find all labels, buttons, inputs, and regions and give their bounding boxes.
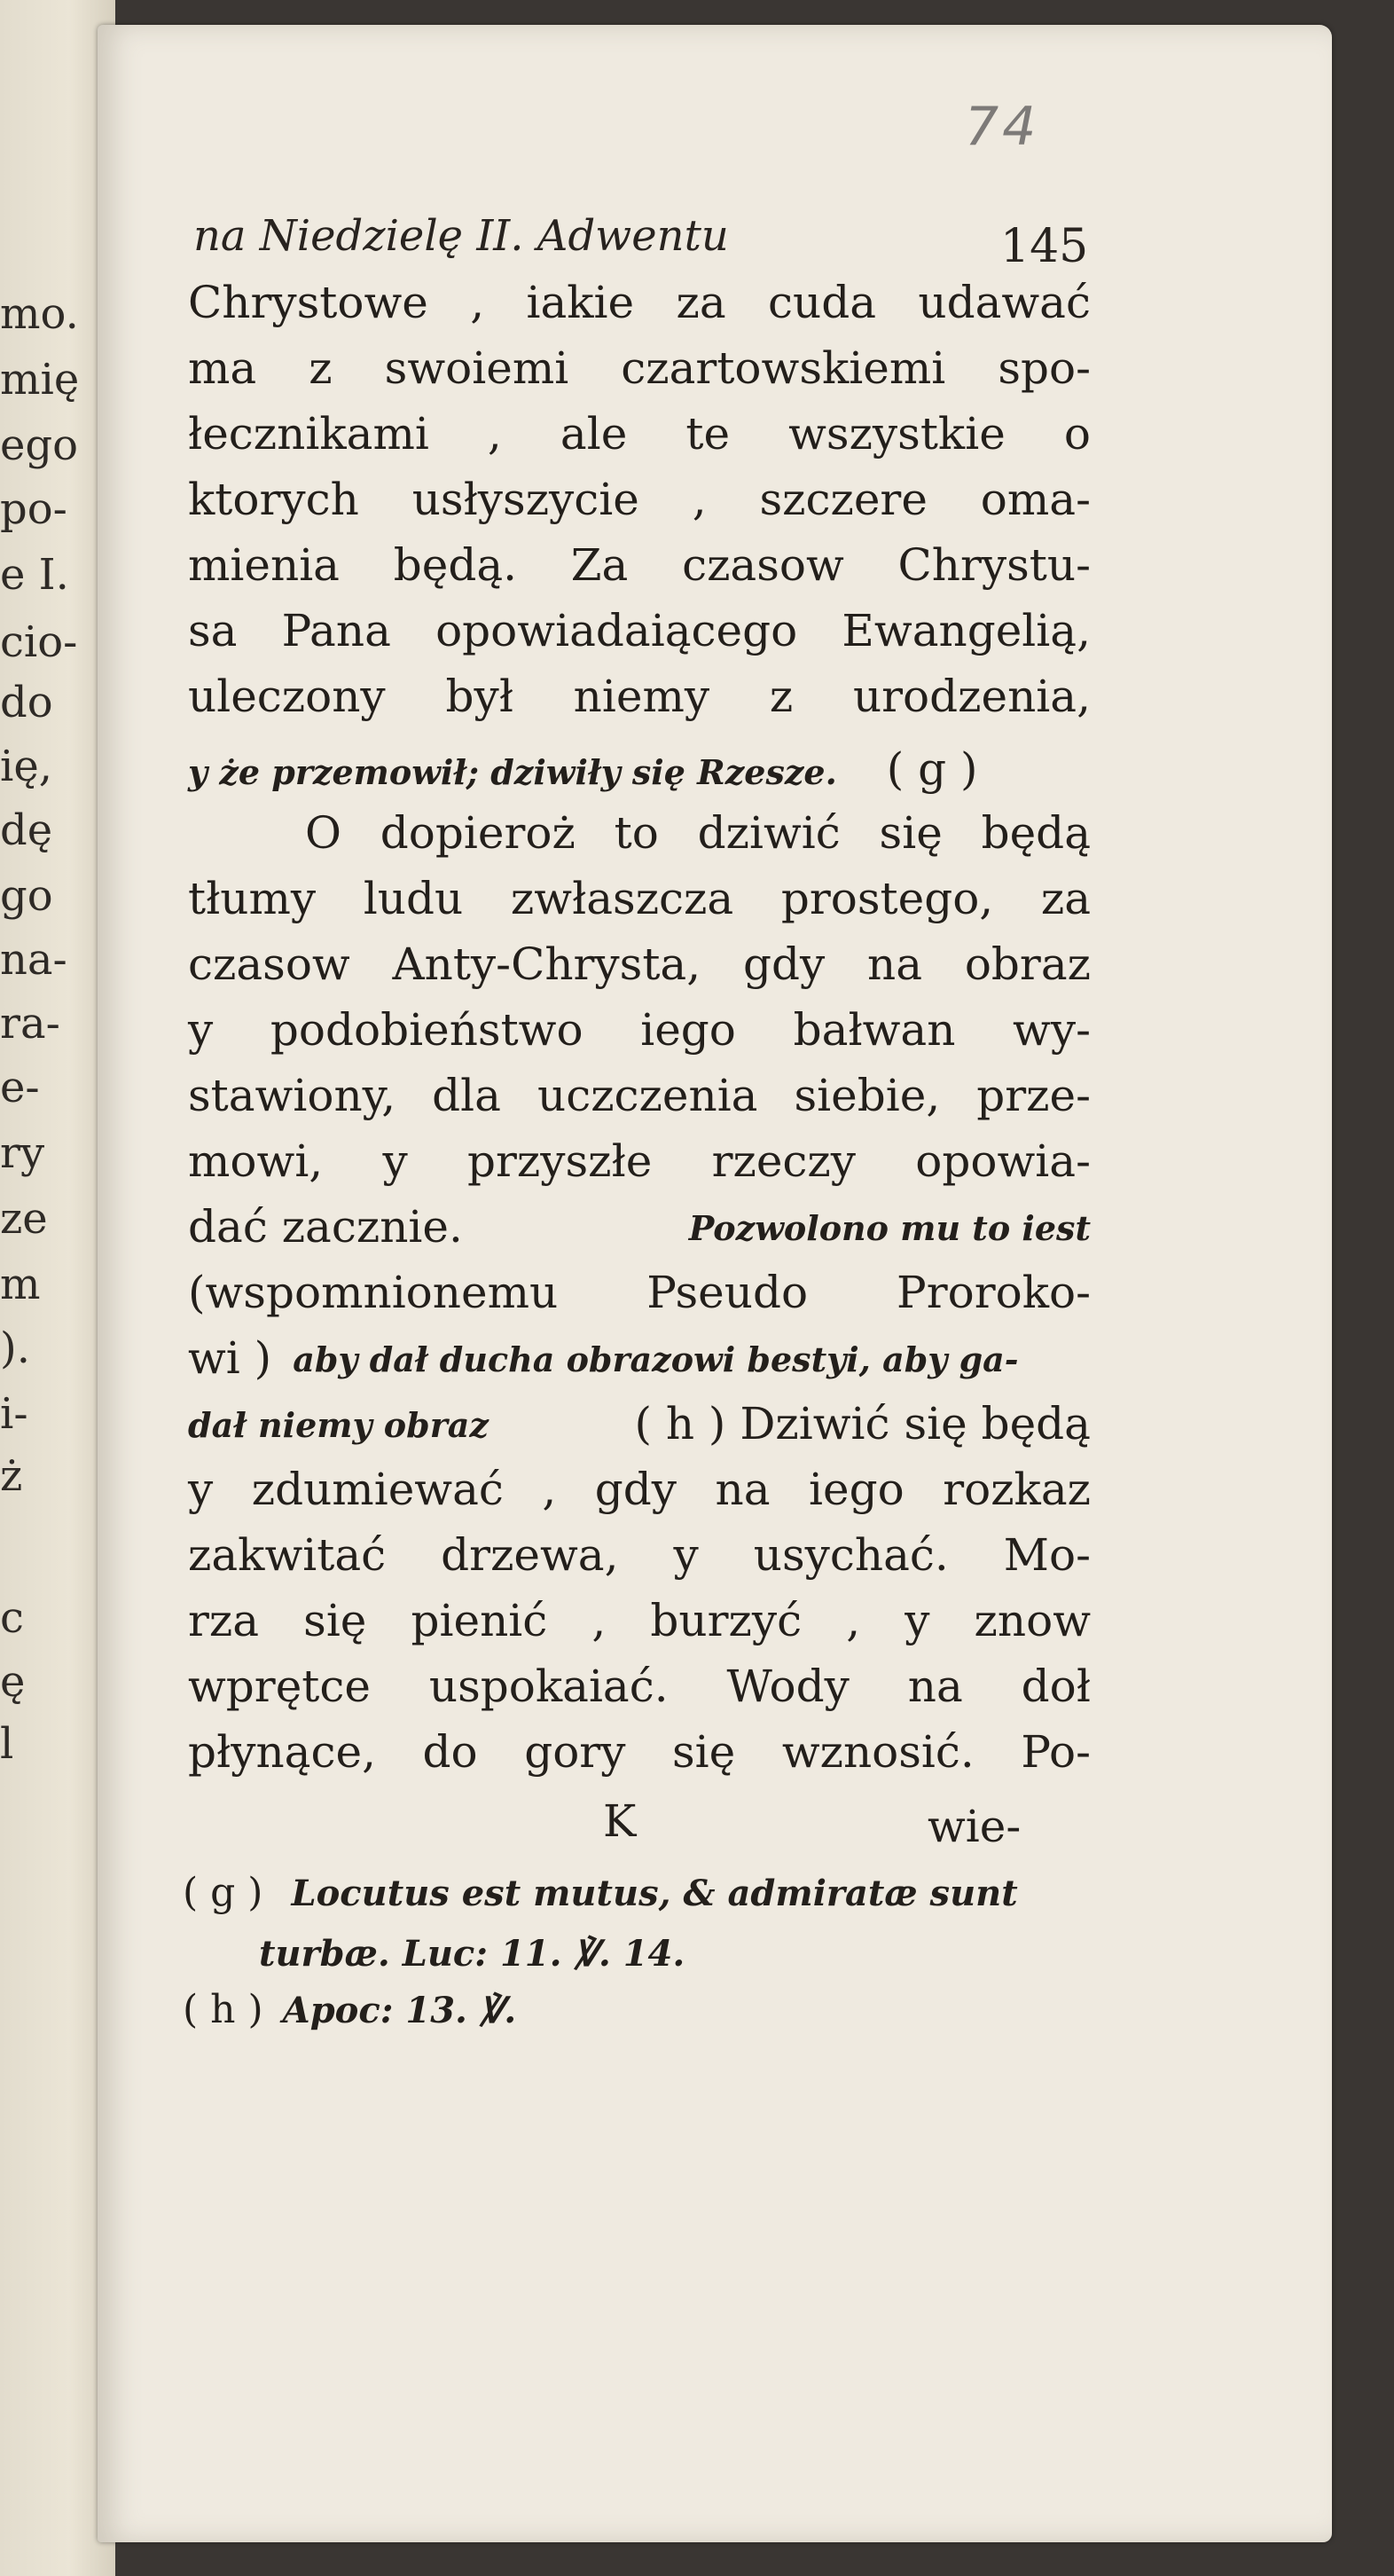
left-fragment: do xyxy=(0,678,53,727)
text-line xyxy=(188,1332,1091,1384)
left-fragment: go xyxy=(0,871,53,921)
left-fragment: na- xyxy=(0,935,67,985)
left-fragment: mo. xyxy=(0,289,79,339)
left-fragment: ze xyxy=(0,1194,48,1244)
text-line: sa Pana opowiadaiącego Ewangelią, xyxy=(188,605,1091,656)
footnote-g-cont xyxy=(259,1934,685,1973)
line-text: ( h ) Dziwić się będą xyxy=(634,1398,1091,1449)
signature-mark: K xyxy=(603,1795,637,1847)
footnote-text: turbæ. Luc: 11. ℣. 14. xyxy=(259,1933,685,1975)
text-line: uleczony był niemy z urodzenia, xyxy=(188,671,1091,722)
catchword: wie- xyxy=(928,1801,1022,1852)
left-fragment: m xyxy=(0,1260,41,1309)
text-line: czasow Anty-Chrysta, gdy na obraz xyxy=(188,939,1091,990)
text-line xyxy=(188,1201,1091,1253)
text-line: mienia będą. Za czasow Chrystu- xyxy=(188,539,1091,591)
left-fragment: l xyxy=(0,1719,14,1769)
left-fragment: ię, xyxy=(0,742,53,791)
left-fragment: c xyxy=(0,1593,24,1643)
text-line: y zdumiewać , gdy na iego rozkaz xyxy=(188,1464,1091,1515)
text-line: y podobieństwo iego bałwan wy- xyxy=(188,1004,1091,1056)
left-fragment: e I. xyxy=(0,550,69,600)
running-head: na Niedzielę II. Adwentu xyxy=(193,211,729,261)
text-line: Chrystowe , iakie za cuda udawać xyxy=(188,277,1091,328)
text-line: płynące, do gory się wznosić. Po- xyxy=(188,1726,1091,1778)
left-fragment: i- xyxy=(0,1389,28,1439)
line-text: wi ) xyxy=(188,1332,272,1384)
left-fragment: ). xyxy=(0,1323,30,1373)
text-line: mowi, y przyszłe rzeczy opowia- xyxy=(188,1135,1091,1187)
text-line: ma z swoiemi czartowskiemi spo- xyxy=(188,342,1091,394)
line-text: dać zacznie. xyxy=(188,1201,463,1253)
footnote-ref-g: ( g ) xyxy=(886,743,978,795)
text-line: wprętce uspokaiać. Wody na doł xyxy=(188,1661,1091,1712)
footnote-mark: ( h ) xyxy=(183,1987,263,2032)
pencil-folio-number: 74 xyxy=(965,96,1040,158)
left-fragment: ry xyxy=(0,1128,45,1178)
italic-quote: aby dał ducha obrazowi bestyi, aby ga- xyxy=(293,1339,1019,1379)
text-line: tłumy ludu zwłaszcza prostego, za xyxy=(188,873,1091,924)
text-line: stawiony, dla uczczenia siebie, prze- xyxy=(188,1070,1091,1121)
page-number: 145 xyxy=(1000,220,1089,273)
left-fragment: mię xyxy=(0,355,80,404)
text-line: zakwitać drzewa, y usychać. Mo- xyxy=(188,1529,1091,1581)
left-fragment: ż xyxy=(0,1451,23,1501)
italic-quote: Pozwolono mu to iest xyxy=(688,1208,1091,1248)
left-fragment: dę xyxy=(0,805,53,855)
left-fragment: cio- xyxy=(0,617,78,667)
text-line xyxy=(188,1398,1091,1449)
italic-quote: dał niemy obraz xyxy=(188,1405,489,1445)
text-line xyxy=(188,743,1091,795)
footnote-h xyxy=(183,1987,517,2032)
italic-quote: y że przemowił; dziwiły się Rzesze. xyxy=(188,752,837,792)
text-line: O dopieroż to dziwić się będą xyxy=(305,807,1091,859)
left-fragment: ra- xyxy=(0,999,60,1048)
left-fragment: po- xyxy=(0,484,67,534)
left-fragment: e- xyxy=(0,1063,40,1112)
text-line: łecznikami , ale te wszystkie o xyxy=(188,408,1091,459)
footnote-g xyxy=(183,1870,1018,1915)
footnote-text: Locutus est mutus, & admiratæ sunt xyxy=(291,1873,1018,1914)
left-fragment: ę xyxy=(0,1657,26,1707)
text-line: ktorych usłyszycie , szczere oma- xyxy=(188,474,1091,525)
footnote-mark: ( g ) xyxy=(183,1870,263,1915)
left-fragment: ego xyxy=(0,420,79,470)
footnote-text: Apoc: 13. ℣. xyxy=(282,1990,517,2031)
text-line: (wspomnionemu Pseudo Proroko- xyxy=(188,1267,1091,1318)
text-line: rza się pienić , burzyć , y znow xyxy=(188,1595,1091,1646)
